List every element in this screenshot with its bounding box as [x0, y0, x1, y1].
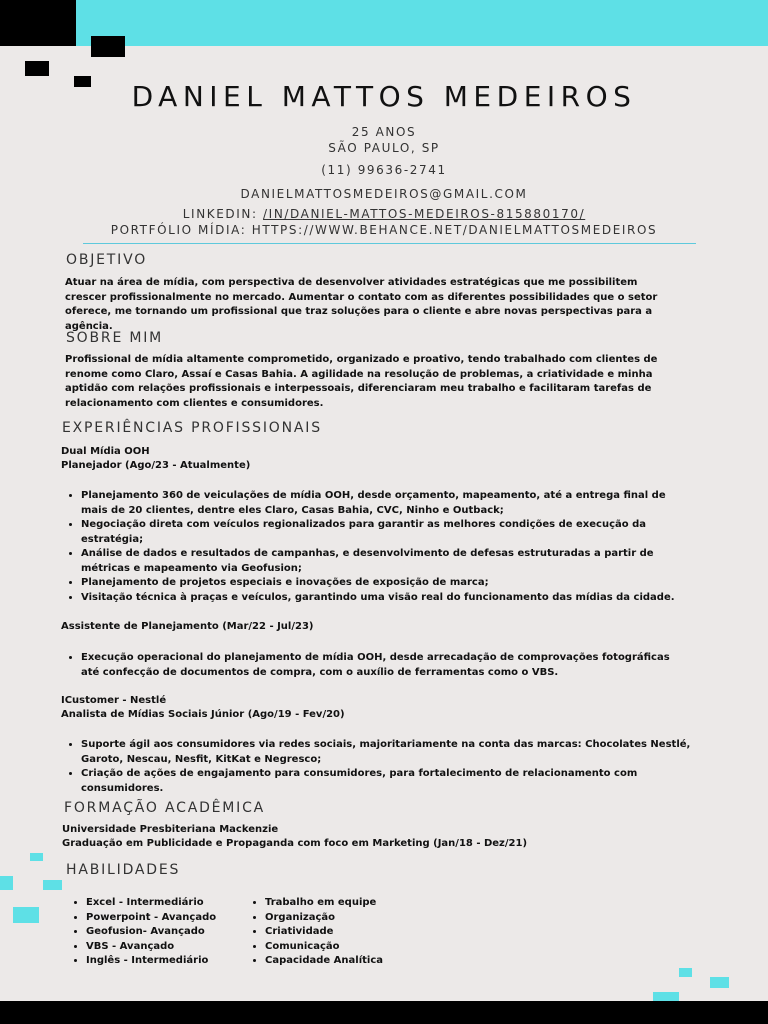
skills-col-2	[245, 896, 425, 969]
job1-company: Dual Mídia OOH	[61, 446, 150, 457]
list-item: • Suporte ágil aos consumidores via redes sociais, majoritariamente na conta das marcas: Chocolates Nestlé, Garoto, Nescau, Nesfit, KitKat e Negresco;	[81, 738, 691, 767]
pixel-block	[25, 61, 49, 76]
bottom-bar	[0, 1001, 768, 1024]
skills-col-1	[66, 896, 246, 969]
school: Universidade Presbiteriana Mackenzie	[62, 824, 279, 835]
linkedin-label: LINKEDIN:	[182, 207, 264, 221]
pixel-block	[30, 853, 43, 861]
section-title-formacao: FORMAÇÃO ACADÊMICA	[64, 800, 266, 816]
list-item: • Execução operacional do planejamento de mídia OOH, desde arrecadação de comprovações fotográficas até confecção de documentos de compra, com o auxílio de ferramentas como o VBS.	[81, 651, 691, 680]
section-title-experiencias: EXPERIÊNCIAS PROFISSIONAIS	[62, 420, 322, 436]
skill-item: • Inglês - Intermediário	[86, 954, 246, 969]
course: Graduação em Publicidade e Propaganda com foco em Marketing (Jan/18 - Dez/21)	[62, 838, 528, 849]
sobre-text: Profissional de mídia altamente comprometido, organizado e proativo, tendo trabalhado com clientes de renome como Claro, Assaí e Casas Bahia. A agilidade na resolução de problemas, a criatividade e minha aptidão com relações profissionais e interpessoais, diferenciaram meu trabalho e facilitaram tarefas de relacionamento com clientes e consumidores.	[65, 354, 658, 409]
job3-company: ICustomer - Nestlé	[61, 695, 167, 706]
skill-item: • Trabalho em equipe	[265, 896, 425, 911]
objetivo-text: Atuar na área de mídia, com perspectiva de desenvolver atividades estratégicas que me possibilitem crescer profissionalmente no mercado. Aumentar o contato com as diferentes possibilidades que o setor oferece, me tornando um profissional que traz soluções para o cliente e abre novas perspectivas para a agência.	[65, 277, 658, 332]
list-item: • Análise de dados e resultados de campanhas, e desenvolvimento de defesas estruturadas a partir de métricas e mapeamento via Geofusion;	[81, 547, 691, 576]
pixel-block	[0, 876, 13, 890]
pixel-block	[679, 968, 692, 977]
city: SÃO PAULO, SP	[328, 141, 440, 155]
job1-role: Planejador (Ago/23 - Atualmente)	[61, 460, 251, 471]
pixel-block	[43, 880, 62, 890]
linkedin-line	[0, 207, 768, 221]
section-title-habilidades: HABILIDADES	[66, 862, 181, 878]
pixel-block	[710, 977, 729, 988]
job2-role: Assistente de Planejamento (Mar/22 - Jul/23)	[61, 621, 314, 632]
header-divider	[83, 243, 696, 244]
skill-item: • Criatividade	[265, 925, 425, 940]
job3-bullets	[61, 738, 691, 796]
linkedin-link[interactable]: /IN/DANIEL-MATTOS-MEDEIROS-815880170/	[263, 207, 586, 221]
list-item: • Criação de ações de engajamento para consumidores, para fortalecimento de relacionamento com consumidores.	[81, 767, 691, 796]
skill-item: • Organização	[265, 911, 425, 926]
list-item: • Negociação direta com veículos regionalizados para garantir as melhores condições de execução da estratégia;	[81, 518, 691, 547]
job1-bullets	[61, 489, 691, 605]
skill-item: • Comunicação	[265, 940, 425, 955]
list-item: • Visitação técnica à praças e veículos, garantindo uma visão real do funcionamento das mídias da cidade.	[81, 591, 691, 606]
email-link[interactable]: DANIELMATTOSMEDEIROS@GMAIL.COM	[240, 187, 528, 201]
skill-item: • Powerpoint - Avançado	[86, 911, 246, 926]
age: 25 ANOS	[351, 125, 417, 139]
list-item: • Planejamento de projetos especiais e inovações de exposição de marca;	[81, 576, 691, 591]
job2-bullets	[61, 651, 691, 680]
pixel-block	[91, 36, 125, 57]
portfolio-link[interactable]: PORTFÓLIO MÍDIA: HTTPS://WWW.BEHANCE.NET/DANIELMATTOSMEDEIROS	[110, 223, 658, 237]
skill-item: • Geofusion- Avançado	[86, 925, 246, 940]
corner-block	[0, 0, 76, 46]
top-accent-bar	[76, 0, 768, 46]
section-title-objetivo: OBJETIVO	[66, 252, 148, 268]
list-item: • Planejamento 360 de veiculações de mídia OOH, desde orçamento, mapeamento, até a entrega final de mais de 20 clientes, dentre eles Claro, Casas Bahia, CVC, Ninho e Outback;	[81, 489, 691, 518]
section-title-sobre: SOBRE MIM	[66, 330, 164, 346]
skill-item: • Excel - Intermediário	[86, 896, 246, 911]
job3-role: Analista de Mídias Sociais Júnior (Ago/19 - Fev/20)	[61, 709, 345, 720]
phone: (11) 99636-2741	[321, 163, 447, 177]
candidate-name: DANIEL MATTOS MEDEIROS	[131, 80, 637, 113]
skill-item: • VBS - Avançado	[86, 940, 246, 955]
skill-item: • Capacidade Analítica	[265, 954, 425, 969]
pixel-block	[13, 907, 39, 923]
